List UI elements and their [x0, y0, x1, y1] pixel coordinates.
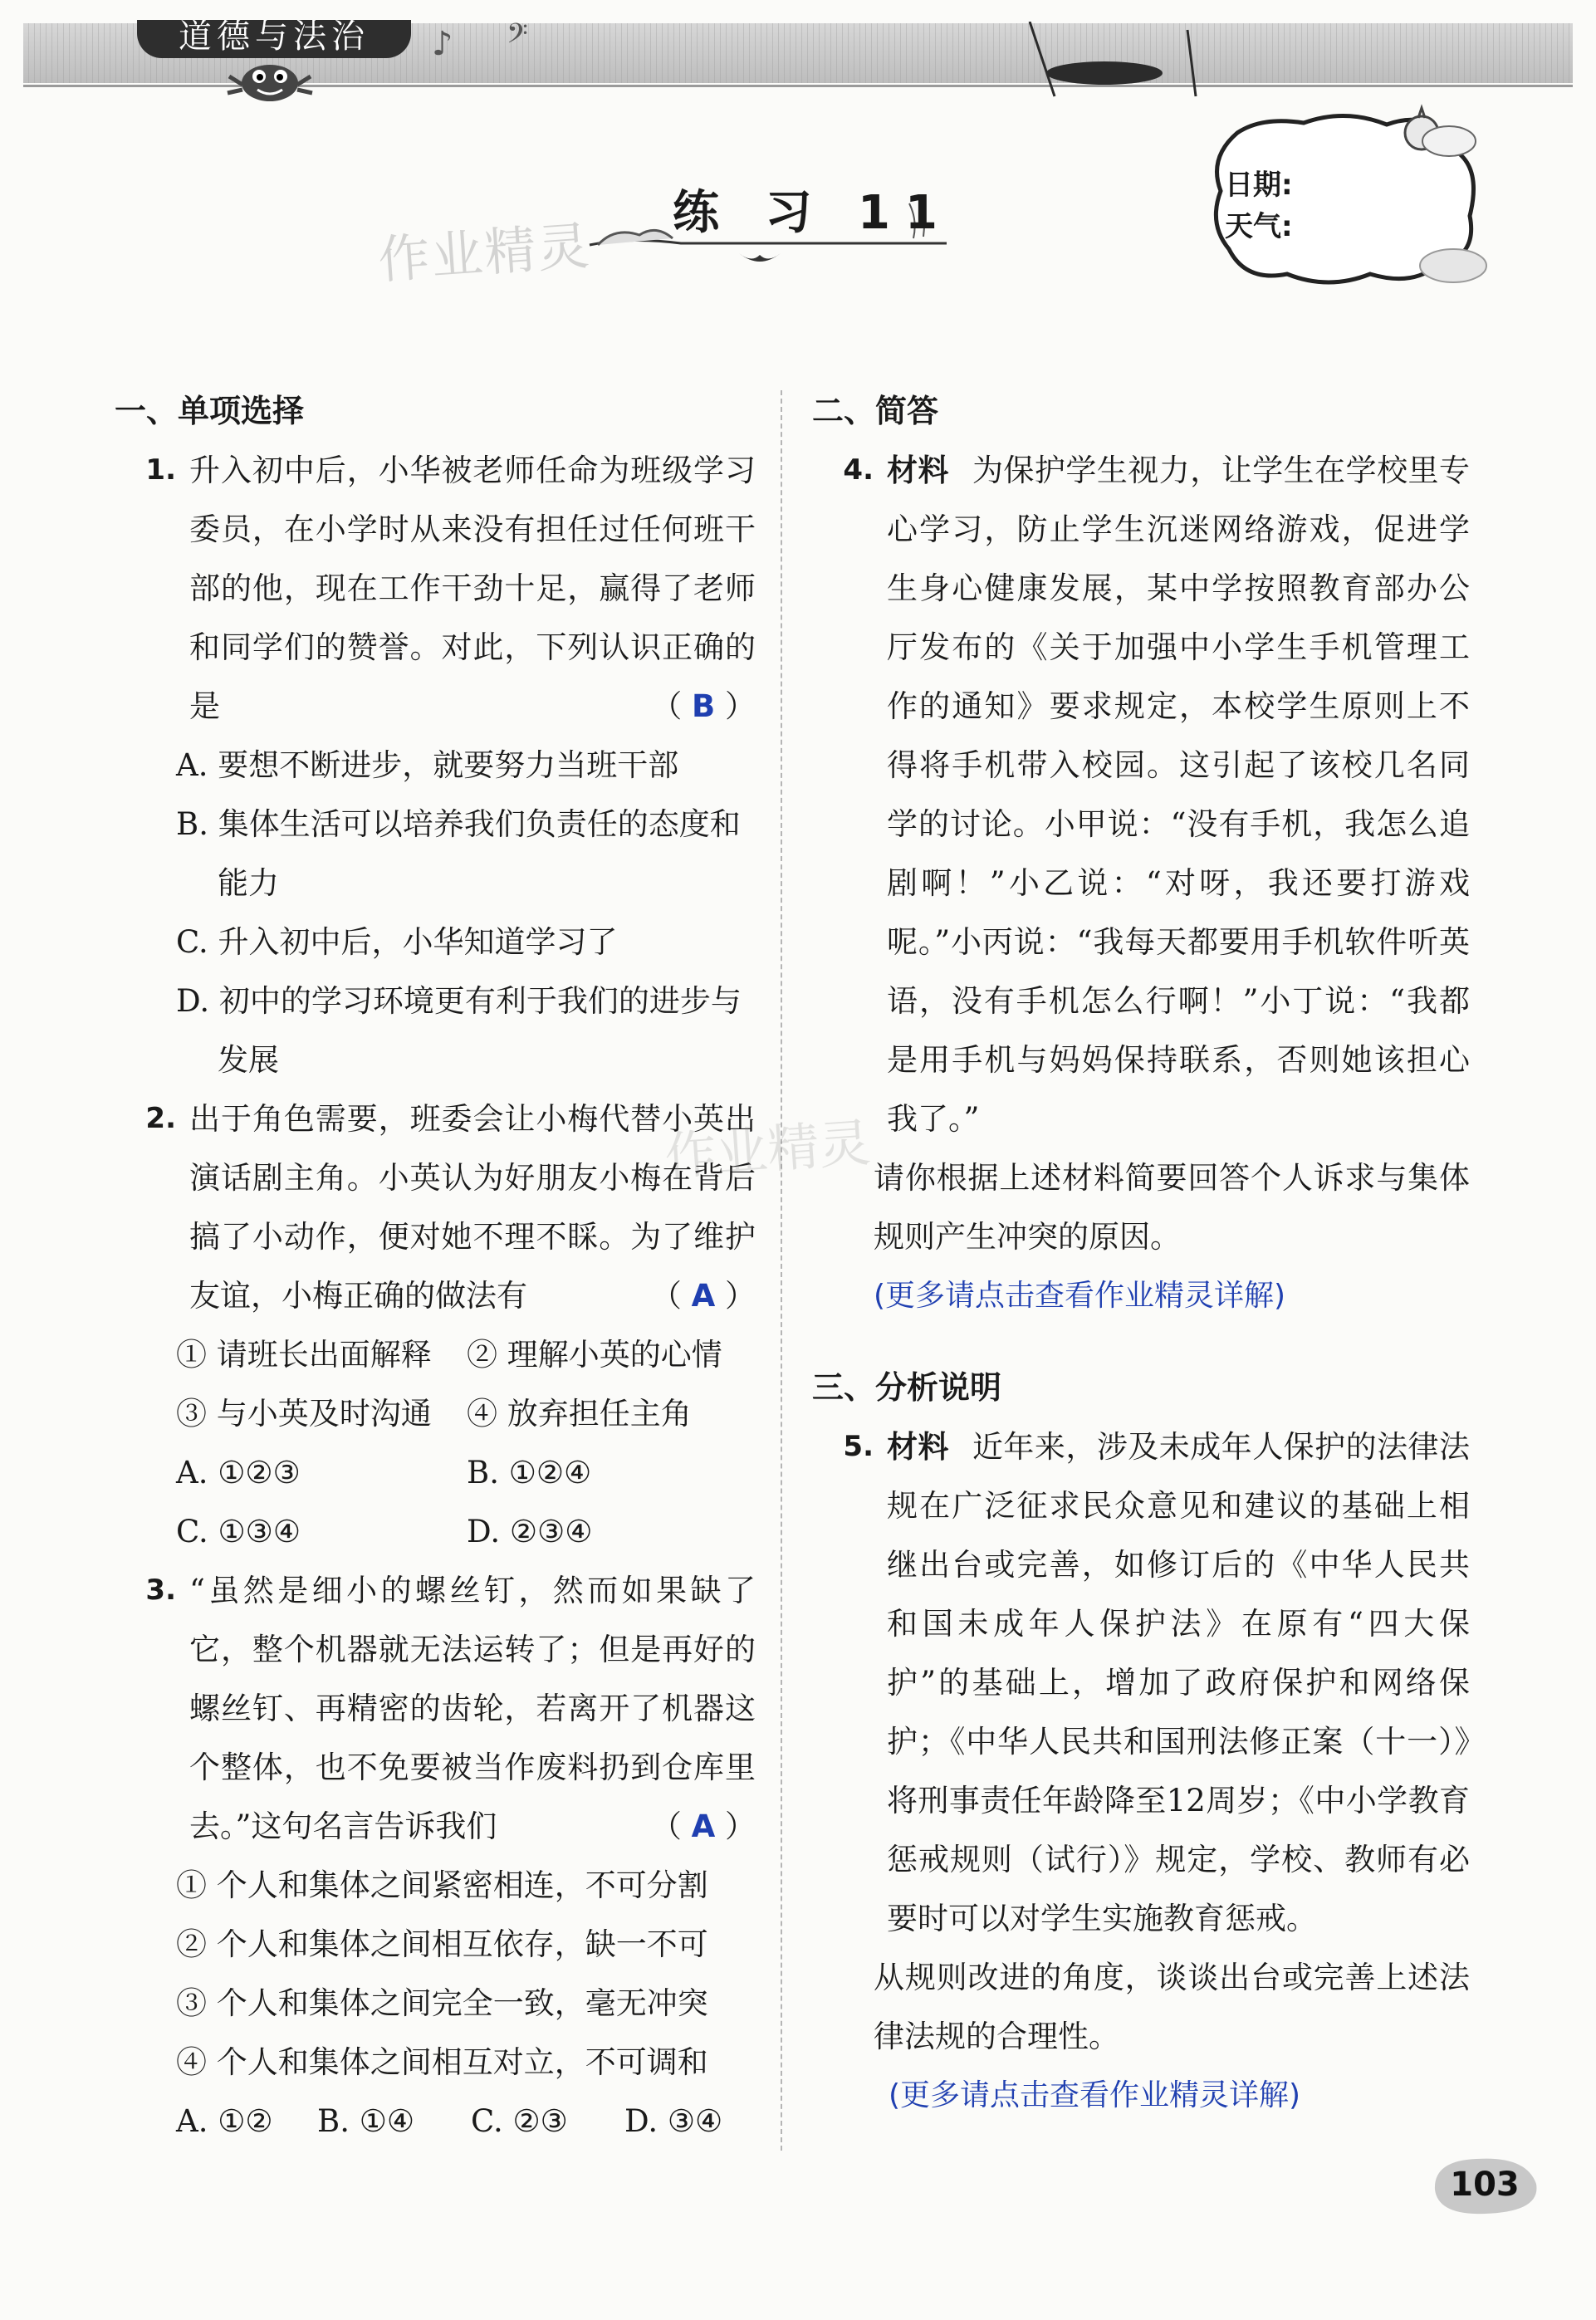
statement-item: ① 个人和集体之间紧密相连，不可分割	[176, 1867, 708, 1903]
question-1	[116, 441, 756, 736]
right-column	[814, 382, 1470, 2125]
question-number: 3.	[145, 1574, 176, 1607]
question-prompt: 请你根据上述材料简要回答个人诉求与集体规则产生冲突的原因。	[874, 1160, 1470, 1255]
statement-item: ③ 个人和集体之间完全一致，毫无冲突	[176, 1985, 708, 2021]
option-row	[116, 1502, 756, 1561]
question-material: 材料 为保护学生视力，让学生在学校里专心学习，防止学生沉迷网络游戏，促进学生身心健康发展，某中学按照教育部办公厅发布的《关于加强中小学生手机管理工作的通知》要求规定，本校学生原则上不得将手机带入校园。这引起了该校几名同学的讨论。小甲说：“没有手机，我怎么追剧啊！”小乙说：“对呀，我还要打游戏呢。”小丙说：“我每天都要用手机软件听英语，没有手机怎么行啊！”小丁说：“我都是用手机与妈妈保持联系，否则她该担心我了。”	[887, 453, 1471, 1137]
statement-row	[116, 1325, 756, 1384]
page-number: 103	[1450, 2166, 1520, 2204]
question-number: 2.	[145, 1102, 176, 1135]
question-3	[116, 1561, 756, 1856]
answer-bracket: （ A ）	[650, 1809, 756, 1844]
material-label: 材料	[887, 1429, 949, 1465]
watermark-text: 作业精灵	[376, 215, 593, 291]
question-4	[814, 441, 1470, 1148]
option-row	[116, 1443, 756, 1502]
statement-item: ② 个人和集体之间相互依存，缺一不可	[176, 1926, 708, 1962]
crab-mascot-icon	[224, 51, 316, 110]
music-clef-icon: 𝄢	[507, 18, 528, 56]
option-d: D. ②③④	[467, 1514, 593, 1549]
question-2	[116, 1089, 756, 1325]
option-b: B. ①④	[317, 2103, 415, 2139]
statement-row	[116, 1384, 756, 1443]
option-c: C. ①③④	[176, 1514, 301, 1549]
subject-label: 道德与法治	[179, 20, 370, 56]
section-short-answer-heading: 二、简答	[812, 393, 939, 429]
option-d: D. 初中的学习环境更有利于我们的进步与发展	[176, 983, 742, 1078]
answer-bracket: （ A ）	[650, 1278, 756, 1314]
option-row	[116, 2092, 756, 2151]
weather-label: 天气:	[1225, 210, 1293, 243]
more-details-link[interactable]: (更多请点击查看作业精灵详解)	[889, 2078, 1301, 2112]
answer-value: B	[692, 688, 716, 724]
question-number: 4.	[843, 453, 874, 487]
answer-bracket: （ B ）	[651, 688, 756, 724]
exercise-title: 练 习 11	[673, 186, 952, 240]
statement-item: ① 请班长出面解释	[176, 1337, 432, 1373]
option-a: A. ①②	[176, 2103, 273, 2139]
watermark-text: 作业精灵	[663, 1112, 873, 1187]
option-d: D. ③④	[624, 2103, 723, 2139]
question-stem: 出于角色需要，班委会让小梅代替小英出演话剧主角。小英认为好朋友小梅在背后搞了小动作，便对她不理不睬。为了维护友谊，小梅正确的做法有 （ A ）	[189, 1089, 756, 1325]
option-c: C. ②③	[471, 2103, 568, 2139]
more-details-link[interactable]: (更多请点击查看作业精灵详解)	[874, 1279, 1286, 1313]
option-c: C. 升入初中后，小华知道学习了	[176, 924, 618, 960]
question-5	[814, 1417, 1470, 1948]
date-label: 日期:	[1225, 169, 1293, 202]
music-note-icon: ♪	[432, 25, 453, 63]
section-single-choice-heading: 一、单项选择	[115, 393, 305, 429]
question-stem: 升入初中后，小华被老师任命为班级学习委员，在小学时从来没有担任过任何班干部的他，现在工作干劲十足，赢得了老师和同学们的赞誉。对此，下列认识正确的是 （ B ）	[189, 441, 756, 736]
material-label: 材料	[887, 453, 949, 488]
option-a: A. ①②③	[176, 1455, 301, 1490]
option-b: B. 集体生活可以培养我们负责任的态度和能力	[176, 806, 741, 901]
column-divider	[781, 390, 782, 2151]
page-number-badge	[1427, 2152, 1543, 2219]
question-number: 5.	[843, 1430, 874, 1463]
section-analysis-heading: 三、分析说明	[812, 1369, 1002, 1406]
option-a: A. 要想不断进步，就要努力当班干部	[176, 747, 679, 783]
statement-item: ④ 个人和集体之间相互对立，不可调和	[176, 2044, 708, 2080]
question-prompt: 从规则改进的角度，谈谈出台或完善上述法律法规的合理性。	[874, 1960, 1470, 2054]
statement-item: ④ 放弃担任主角	[467, 1396, 692, 1432]
left-column	[116, 382, 756, 2151]
lamp-decoration-icon	[996, 22, 1212, 105]
question-material: 材料 近年来，涉及未成年人保护的法律法规在广泛征求民众意见和建议的基础上相继出台或完善，如修订后的《中华人民共和国未成年人保护法》在原有“四大保护”的基础上，增加了政府保护和网络保护；《中华人民共和国刑法修正案（十一）》将刑事责任年龄降至12周岁；《中小学教育惩戒规则（试行）》规定，学校、教师有必要时可以对学生实施教育惩戒。	[887, 1429, 1471, 1936]
answer-value: A	[691, 1809, 716, 1844]
statement-item: ③ 与小英及时沟通	[176, 1396, 432, 1432]
question-number: 1.	[145, 453, 176, 487]
answer-value: A	[691, 1278, 716, 1314]
option-b: B. ①②④	[467, 1455, 592, 1490]
question-stem: “虽然是细小的螺丝钉，然而如果缺了它，整个机器就无法运转了；但是再好的螺丝钉、再精密的齿轮，若离开了机器这个整体，也不免要被当作废料扔到仓库里去。”这句名言告诉我们 （ A ）	[189, 1561, 756, 1856]
statement-item: ② 理解小英的心情	[467, 1337, 722, 1373]
